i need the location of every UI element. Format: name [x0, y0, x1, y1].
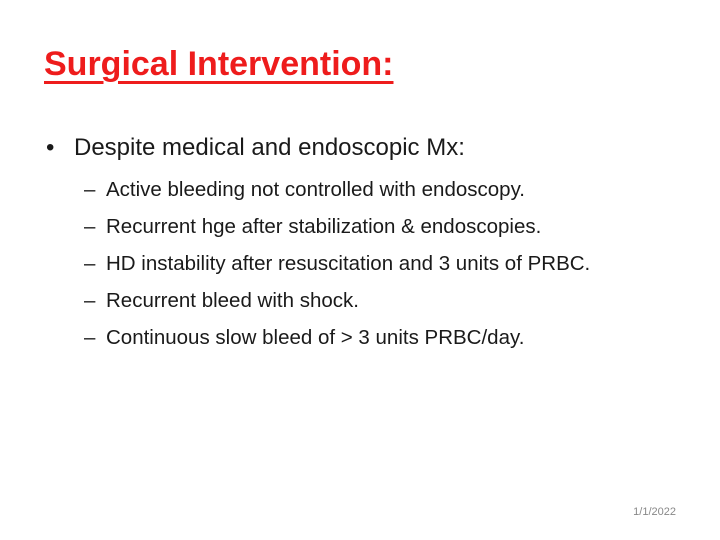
main-bullet-text: Despite medical and endoscopic Mx: [74, 134, 465, 161]
dash-icon: – [84, 178, 96, 202]
sub-bullet-item [84, 214, 684, 239]
sub-bullet-item [84, 177, 684, 202]
dash-icon: – [84, 252, 96, 276]
sub-bullet-item [84, 325, 684, 350]
sub-bullet-text: Active bleeding not controlled with endoscopy. [106, 178, 525, 202]
slide-content [44, 132, 684, 362]
sub-bullet-list [44, 177, 684, 350]
bullet-icon: • [46, 134, 55, 161]
sub-bullet-text: Recurrent hge after stabilization & endoscopies. [106, 215, 542, 239]
main-bullet [44, 132, 684, 163]
sub-bullet-text: Recurrent bleed with shock. [106, 289, 359, 313]
sub-bullet-text: Continuous slow bleed of > 3 units PRBC/day. [106, 326, 525, 350]
sub-bullet-item [84, 251, 684, 276]
dash-icon: – [84, 289, 96, 313]
slide-title: Surgical Intervention: [44, 45, 394, 83]
sub-bullet-item [84, 288, 684, 313]
sub-bullet-text: HD instability after resuscitation and 3 units of PRBC. [106, 252, 591, 276]
dash-icon: – [84, 326, 96, 350]
dash-icon: – [84, 215, 96, 239]
slide-date: 1/1/2022 [633, 506, 676, 518]
